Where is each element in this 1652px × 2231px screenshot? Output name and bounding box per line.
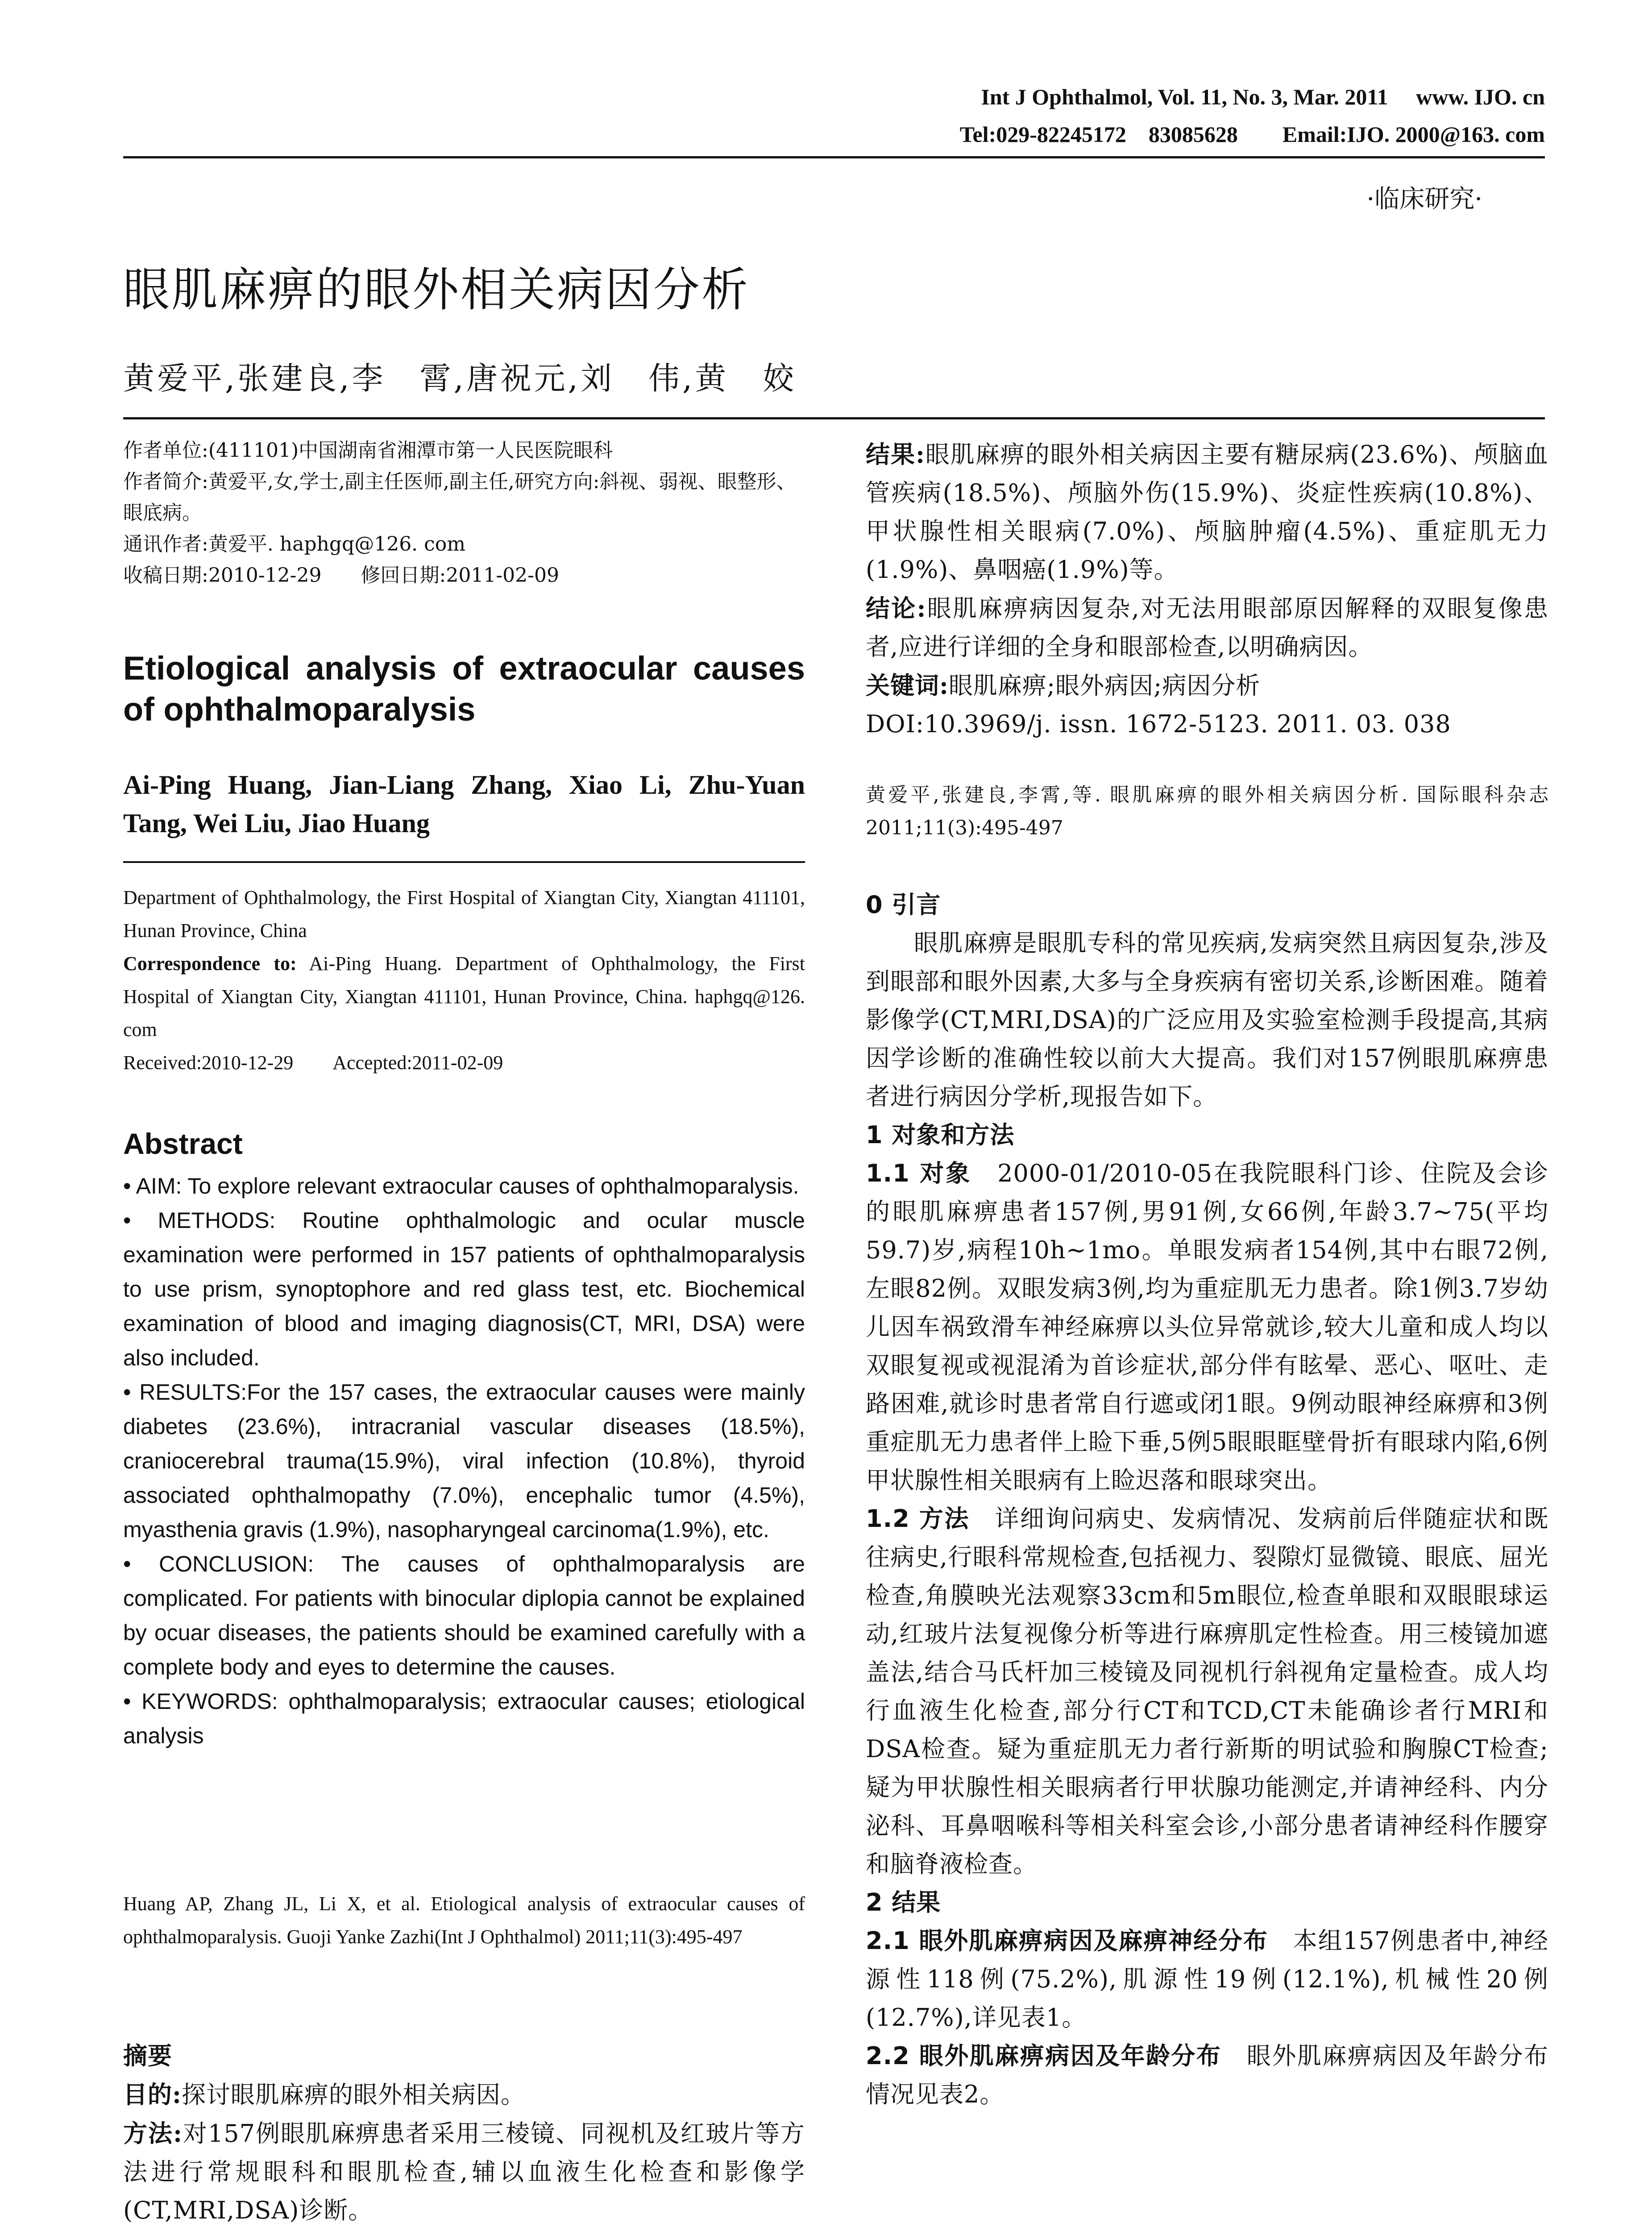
affiliation-en-block <box>123 881 805 1079</box>
intro-paragraph: 眼肌麻痹是眼肌专科的常见疾病,发病突然且病因复杂,涉及到眼部和眼外因素,大多与全身疾病有密切关系,诊断困难。随着影像学(CT,MRI,DSA)的广泛应用及实验室检测手段提高,其病因学诊断的准确性较以前大大提高。我们对157例眼肌麻痹患者进行病因分学析,现报告如下。 <box>866 929 1548 1111</box>
conclusion-label: 结论: <box>866 594 926 622</box>
correspondence-en <box>123 947 805 1046</box>
contact-header-line: Tel:029-82245172 83085628 Email:IJO. 2000@163. com <box>959 122 1545 147</box>
heading-results: 2 结果 <box>866 1888 941 1916</box>
abstract-cn <box>123 2037 805 2230</box>
results-text: 眼肌麻痹的眼外相关病因主要有糖尿病(23.6%)、颅脑血管疾病(18.5%)、颅脑外伤(15.9%)、炎症性疾病(10.8%)、甲状腺性相关眼病(7.0%)、颅脑肿瘤(4.5%)、重症肌无力(1.9%)、鼻咽癌(1.9%)等。 <box>866 440 1548 584</box>
correspondence-label: Correspondence to: <box>123 953 297 975</box>
abstract-cn-aim <box>123 2075 805 2114</box>
citation-en: Huang AP, Zhang JL, Li X, et al. Etiological analysis of extraocular causes of ophthalmoparalysis. Guoji Yanke Zazhi(Int J Ophthalmol) 2011;11(3):495-497 <box>123 1893 805 1948</box>
abstract-cn-heading: 摘要 <box>123 2042 172 2070</box>
abstract-cn-methods <box>123 2114 805 2230</box>
results-22-paragraph <box>866 2037 1548 2114</box>
methods-label: 方法: <box>123 2119 183 2148</box>
methods-paragraph <box>866 1500 1548 1883</box>
abstract-keywords: • KEYWORDS: ophthalmoparalysis; extraocular causes; etiological analysis <box>123 1689 805 1748</box>
keywords-label: 关键词: <box>866 671 949 700</box>
authors-rule <box>123 861 805 863</box>
abstract-conclusion: • CONCLUSION: The causes of ophthalmoparalysis are complicated. For patients with binocular diplopia cannot be explained by ocuar diseases, the patients should be examined carefully with a complete body and eyes to determine the causes. <box>123 1551 805 1679</box>
subjects-text: 2000-01/2010-05在我院眼科门诊、住院及会诊的眼肌麻痹患者157例,男91例,女66例,年龄3.7~75(平均59.7)岁,病程10h~1mo。单眼发病者154例,其中右眼72例,左眼82例。双眼发病3例,均为重症肌无力患者。除1例3.7岁幼儿因车祸致滑车神经麻痹以头位异常就诊,较大儿童和成人均以双眼复视或视混淆为首诊症状,部分伴有眩晕、恶心、呕吐、走路困难,就诊时患者常自行遮或闭1眼。9例动眼神经麻痹和3例重症肌无力患者伴上睑下垂,5例5眼眼眶壁骨折有眼球内陷,6例甲状腺性相关眼病有上睑迟落和眼球突出。 <box>866 1159 1548 1494</box>
method-text: 详细询问病史、发病情况、发病前后伴随症状和既往病史,行眼科常规检查,包括视力、裂隙灯显微镜、眼底、屈光检查,角膜映光法观察33cm和5m眼位,检查单眼和双眼眼球运动,红玻片法复视像分析等进行麻痹肌定性检查。用三棱镜加遮盖法,结合马氏杆加三棱镜及同视机行斜视角定量检查。成人均行血液生化检查,部分行CT和TCD,CT未能确诊者行MRI和DSA检查。疑为重症肌无力者行新斯的明试验和胸腺CT检查;疑为甲状腺性相关眼病者行甲状腺功能测定,并请神经科、内分泌科、耳鼻咽喉科等相关科室会诊,小部分患者请神经科作腰穿和脑脊液检查。 <box>866 1505 1548 1878</box>
abstract-cn-results <box>866 435 1548 589</box>
journal-header-line: Int J Ophthalmol, Vol. 11, No. 3, Mar. 2011 www. IJO. cn <box>981 84 1545 109</box>
conclusion-text: 眼肌麻痹病因复杂,对无法用眼部原因解释的双眼复像患者,应进行详细的全身和眼部检查,以明确病因。 <box>866 594 1548 661</box>
author-bio-cn: 作者简介:黄爱平,女,学士,副主任医师,副主任,研究方向:斜视、弱视、眼整形、眼底病。 <box>123 470 796 524</box>
abstract-cn-keywords <box>866 666 1548 705</box>
aim-text: 探讨眼肌麻痹的眼外相关病因。 <box>181 2081 525 2109</box>
aim-label: 目的: <box>123 2080 182 2109</box>
heading-results-22: 2.2 眼外肌麻痹病因及年龄分布 <box>866 2042 1222 2070</box>
paper-title-en: Etiological analysis of extraocular causes of ophthalmoparalysis <box>123 650 805 728</box>
abstract-cn-continued <box>866 435 1548 743</box>
affiliation-cn: 作者单位:(411101)中国湖南省湘潭市第一人民医院眼科 <box>123 439 613 462</box>
results-21-paragraph <box>866 1922 1548 2037</box>
authors-en: Ai-Ping Huang, Jian-Liang Zhang, Xiao Li, Zhu-Yuan Tang, Wei Liu, Jiao Huang <box>123 770 805 838</box>
correspondence-text: Ai-Ping Huang. Department of Ophthalmology, the First Hospital of Xiangtan City, Xiangtan 411101, Hunan Province, China. haphgq@126. com <box>123 953 805 1041</box>
abstract-en <box>123 1169 805 1753</box>
heading-method: 1.2 方法 <box>866 1505 970 1533</box>
body-text <box>866 886 1548 2114</box>
keywords-text: 眼肌麻痹;眼外病因;病因分析 <box>948 672 1261 700</box>
heading-methods: 1 对象和方法 <box>866 1121 1015 1149</box>
abstract-methods: • METHODS: Routine ophthalmologic and ocular muscle examination were performed in 157 patients of ophthalmoparalysis to use prism, synoptophore and red glass test, etc. Biochemical examination of blood and imaging diagnosis(CT, MRI, DSA) were also included. <box>123 1208 805 1370</box>
abstract-heading: Abstract <box>123 1127 243 1160</box>
corresponding-author-cn: 通讯作者:黄爱平. haphgq@126. com <box>123 533 466 556</box>
results-21-text: 本组157例患者中,神经源性118例(75.2%),肌源性19例(12.1%),机械性20例(12.7%),详见表1。 <box>866 1927 1548 2032</box>
citation-cn: 黄爱平,张建良,李霄,等. 眼肌麻痹的眼外相关病因分析. 国际眼科杂志 2011;11(3):495-497 <box>866 784 1548 839</box>
section-label: ·临床研究· <box>1366 185 1482 214</box>
methods-text: 对157例眼肌麻痹患者采用三棱镜、同视机及红玻片等方法进行常规眼科和眼肌检查,辅以血液生化检查和影像学(CT,MRI,DSA)诊断。 <box>123 2119 805 2224</box>
abstract-results: • RESULTS:For the 157 cases, the extraocular causes were mainly diabetes (23.6%), intracranial vascular diseases (18.5%), craniocerebral trauma(15.9%), viral infection (10.8%), thyroid associated ophthalmopathy (7.0%), encephalic tumor (4.5%), myasthenia gravis (1.9%), nasopharyngeal carcinoma(1.9%), etc. <box>123 1380 805 1542</box>
authors-cn: 黄爱平,张建良,李 霄,唐祝元,刘 伟,黄 姣 <box>123 360 797 397</box>
author-info-cn <box>123 435 805 591</box>
results-label: 结果: <box>866 440 925 469</box>
paper-title-cn: 眼肌麻痹的眼外相关病因分析 <box>123 262 750 317</box>
heading-introduction: 0 引言 <box>866 891 941 919</box>
heading-subjects: 1.1 对象 <box>866 1159 972 1187</box>
dates-en: Received:2010-12-29 Accepted:2011-02-09 <box>123 1052 503 1074</box>
subjects-paragraph <box>866 1154 1548 1500</box>
department-en: Department of Ophthalmology, the First Hospital of Xiangtan City, Xiangtan 411101, Hunan Province, China <box>123 887 805 941</box>
dates-cn: 收稿日期:2010-12-29 修回日期:2011-02-09 <box>123 564 560 587</box>
doi: DOI:10.3969/j. issn. 1672-5123. 2011. 03. 038 <box>866 710 1451 738</box>
abstract-cn-conclusion <box>866 589 1548 666</box>
title-rule <box>123 417 1545 419</box>
abstract-aim: • AIM: To explore relevant extraocular causes of ophthalmoparalysis. <box>123 1174 799 1198</box>
results-22-text: 眼外肌麻痹病因及年龄分布情况见表2。 <box>866 2042 1549 2108</box>
header-rule <box>123 156 1545 158</box>
heading-results-21: 2.1 眼外肌麻痹病因及麻痹神经分布 <box>866 1927 1268 1955</box>
